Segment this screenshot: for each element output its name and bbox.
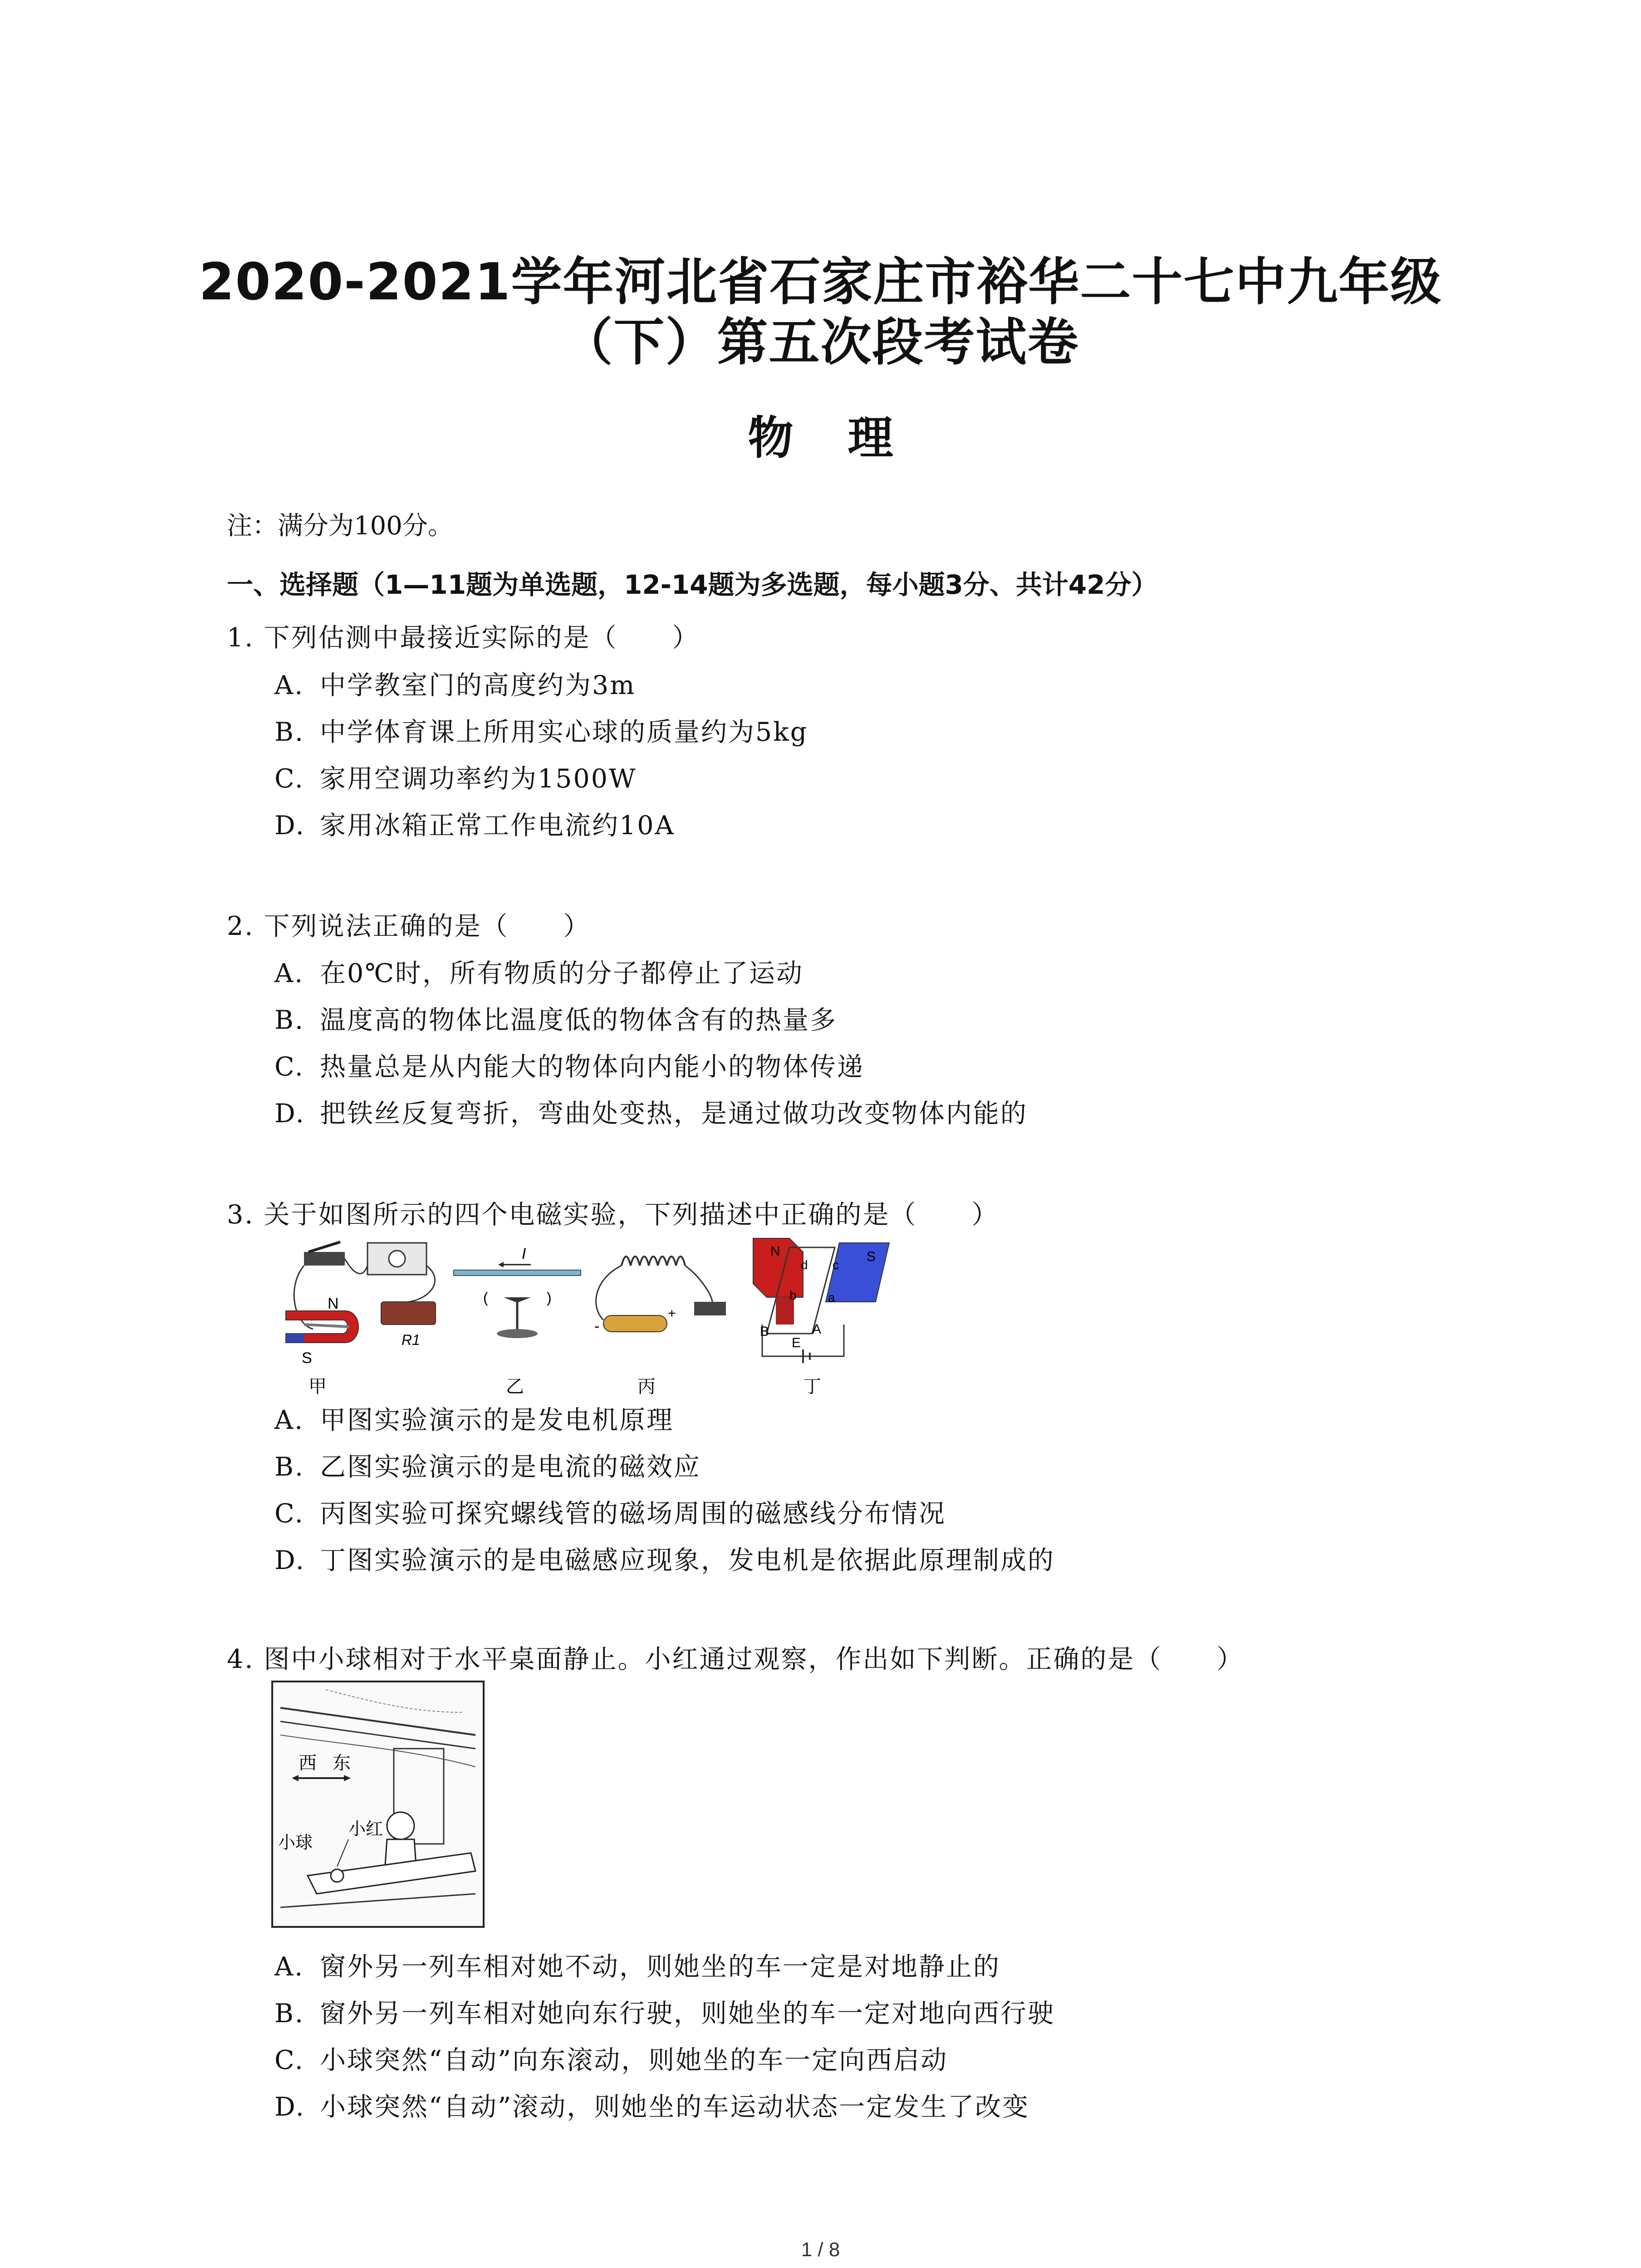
question-1-option-a[interactable] bbox=[274, 665, 636, 702]
option-letter: D. bbox=[274, 2092, 305, 2122]
label-big-a: A bbox=[812, 1322, 822, 1337]
paren-right: ) bbox=[547, 1290, 552, 1306]
ball bbox=[331, 1869, 343, 1882]
label-n: N bbox=[770, 1244, 780, 1259]
question-3-stem: 3. 关于如图所示的四个电磁实验，下列描述中正确的是（ ） bbox=[227, 1200, 999, 1230]
wire bbox=[345, 1259, 367, 1274]
option-text: 中学体育课上所用实心球的质量约为5kg bbox=[320, 717, 808, 747]
train-scene-figure bbox=[271, 1681, 485, 1928]
switch-lever bbox=[309, 1242, 340, 1252]
switch-base bbox=[304, 1252, 345, 1266]
option-letter: C. bbox=[274, 1052, 304, 1082]
label-ball: 小球 bbox=[278, 1833, 313, 1853]
option-text: 家用空调功率约为1500W bbox=[320, 764, 637, 794]
question-4-option-b[interactable] bbox=[274, 1993, 1055, 2030]
figure-ding bbox=[753, 1238, 889, 1397]
question-2-stem: 2. 下列说法正确的是（ ） bbox=[227, 911, 591, 941]
option-letter: D. bbox=[274, 1545, 305, 1575]
question-2-option-d[interactable] bbox=[274, 1093, 1028, 1130]
question-3-option-a[interactable] bbox=[274, 1399, 674, 1437]
question-3-option-d[interactable] bbox=[274, 1540, 1055, 1577]
option-text: 丁图实验演示的是电磁感应现象，发电机是依据此原理制成的 bbox=[320, 1545, 1055, 1575]
label-s: S bbox=[867, 1249, 876, 1264]
option-letter: C. bbox=[274, 764, 304, 794]
title-line-2: （下）第五次段考试卷 bbox=[562, 313, 1079, 372]
option-letter: B. bbox=[274, 1452, 305, 1482]
figure-label-yi: 乙 bbox=[506, 1377, 524, 1397]
girl-head bbox=[387, 1812, 414, 1839]
question-2-option-b[interactable] bbox=[274, 999, 837, 1036]
question-2-option-a[interactable] bbox=[274, 953, 803, 990]
figure-label-ding: 丁 bbox=[803, 1377, 821, 1397]
question-1-option-d[interactable] bbox=[274, 805, 675, 842]
solenoid-coil bbox=[622, 1256, 685, 1266]
option-text: 热量总是从内能大的物体向内能小的物体传递 bbox=[320, 1052, 864, 1082]
option-letter: A. bbox=[274, 958, 304, 988]
option-text: 温度高的物体比温度低的物体含有的热量多 bbox=[320, 1005, 837, 1035]
compass-needle bbox=[504, 1297, 531, 1302]
label-n: N bbox=[328, 1295, 339, 1312]
compass-base bbox=[497, 1329, 538, 1338]
option-text: 把铁丝反复弯折，弯曲处变热，是通过做功改变物体内能的 bbox=[320, 1099, 1028, 1129]
switch-base bbox=[694, 1302, 726, 1315]
question-2-option-c[interactable] bbox=[274, 1046, 864, 1083]
label-plus: + bbox=[668, 1306, 676, 1321]
option-text: 丙图实验可探究螺线管的磁场周围的磁感线分布情况 bbox=[320, 1499, 946, 1529]
option-letter: A. bbox=[274, 1952, 304, 1982]
figure-bing bbox=[594, 1256, 726, 1397]
section-heading: 一、选择题（1—11题为单选题，12-14题为多选题，每小题3分、共计42分） bbox=[227, 569, 1158, 600]
score-note: 注：满分为100分。 bbox=[227, 511, 453, 541]
question-4-option-d[interactable] bbox=[274, 2086, 1029, 2123]
question-4-option-a[interactable] bbox=[274, 1946, 1000, 1983]
option-text: 窗外另一列车相对她向东行驶，则她坐的车一定对地向西行驶 bbox=[320, 1999, 1055, 2028]
page-number: 1 / 8 bbox=[801, 2239, 840, 2261]
option-letter: D. bbox=[274, 1099, 305, 1129]
question-3-option-b[interactable] bbox=[274, 1446, 701, 1483]
option-text: 小球突然“自动”向东滚动，则她坐的车一定向西启动 bbox=[320, 2045, 948, 2075]
option-text: 甲图实验演示的是发电机原理 bbox=[320, 1405, 674, 1435]
rheostat bbox=[381, 1302, 436, 1325]
figure-label-bing: 丙 bbox=[637, 1377, 656, 1397]
option-text: 小球突然“自动”滚动，则她坐的车运动状态一定发生了改变 bbox=[320, 2092, 1030, 2122]
question-4-option-c[interactable] bbox=[274, 2039, 948, 2077]
label-minus: - bbox=[594, 1318, 600, 1335]
option-text: 窗外另一列车相对她不动，则她坐的车一定是对地静止的 bbox=[320, 1952, 1000, 1982]
option-text: 乙图实验演示的是电流的磁效应 bbox=[320, 1452, 701, 1482]
wire bbox=[685, 1266, 712, 1302]
electromagnetic-experiments-figure bbox=[277, 1234, 903, 1406]
figure-jia bbox=[286, 1242, 436, 1397]
label-big-b: B bbox=[760, 1324, 769, 1339]
option-letter: B. bbox=[274, 1999, 305, 2028]
label-c: c bbox=[833, 1258, 839, 1272]
option-letter: B. bbox=[274, 717, 305, 747]
current-arrowhead bbox=[498, 1262, 504, 1267]
option-letter: A. bbox=[274, 1405, 304, 1435]
option-letter: D. bbox=[274, 811, 305, 841]
conductor-rod bbox=[304, 1325, 349, 1327]
paren-left: ( bbox=[483, 1290, 488, 1306]
meter-dial bbox=[389, 1251, 405, 1267]
question-1-option-c[interactable] bbox=[274, 758, 637, 795]
label-east: 东 bbox=[333, 1753, 351, 1773]
question-4-stem: 4. 图中小球相对于水平桌面静止。小红通过观察，作出如下判断。正确的是（ ） bbox=[227, 1644, 1244, 1674]
label-current: I bbox=[522, 1245, 526, 1262]
title-line-1: 2020-2021学年河北省石家庄市裕华二十七中九年级 bbox=[199, 253, 1442, 312]
question-3-option-c[interactable] bbox=[274, 1493, 946, 1530]
option-letter: A. bbox=[274, 670, 304, 700]
option-letter: C. bbox=[274, 1499, 304, 1529]
label-b: b bbox=[789, 1288, 797, 1302]
option-text: 家用冰箱正常工作电流约10A bbox=[320, 811, 675, 841]
option-text: 在0℃时，所有物质的分子都停止了运动 bbox=[320, 958, 804, 988]
label-e: E bbox=[792, 1335, 801, 1350]
label-d: d bbox=[801, 1258, 808, 1272]
subject-title: 物理 bbox=[748, 411, 948, 464]
label-a: a bbox=[828, 1290, 835, 1305]
option-letter: B. bbox=[274, 1005, 305, 1035]
figure-frame bbox=[272, 1681, 484, 1927]
option-text: 中学教室门的高度约为3m bbox=[320, 670, 636, 700]
figure-yi bbox=[454, 1245, 581, 1397]
figure-label-jia: 甲 bbox=[309, 1377, 327, 1397]
straight-wire bbox=[454, 1270, 581, 1276]
wire bbox=[596, 1266, 622, 1320]
magnet-pole-s bbox=[286, 1334, 304, 1343]
battery bbox=[603, 1315, 667, 1332]
label-r1: R1 bbox=[402, 1332, 420, 1348]
label-s: S bbox=[302, 1349, 312, 1367]
question-1-option-b[interactable] bbox=[274, 711, 808, 748]
magnet-s bbox=[826, 1243, 889, 1302]
label-west: 西 bbox=[299, 1753, 317, 1773]
question-1-stem: 1. 下列估测中最接近实际的是（ ） bbox=[227, 623, 700, 653]
option-letter: C. bbox=[274, 2045, 304, 2075]
label-girl: 小红 bbox=[348, 1820, 383, 1839]
